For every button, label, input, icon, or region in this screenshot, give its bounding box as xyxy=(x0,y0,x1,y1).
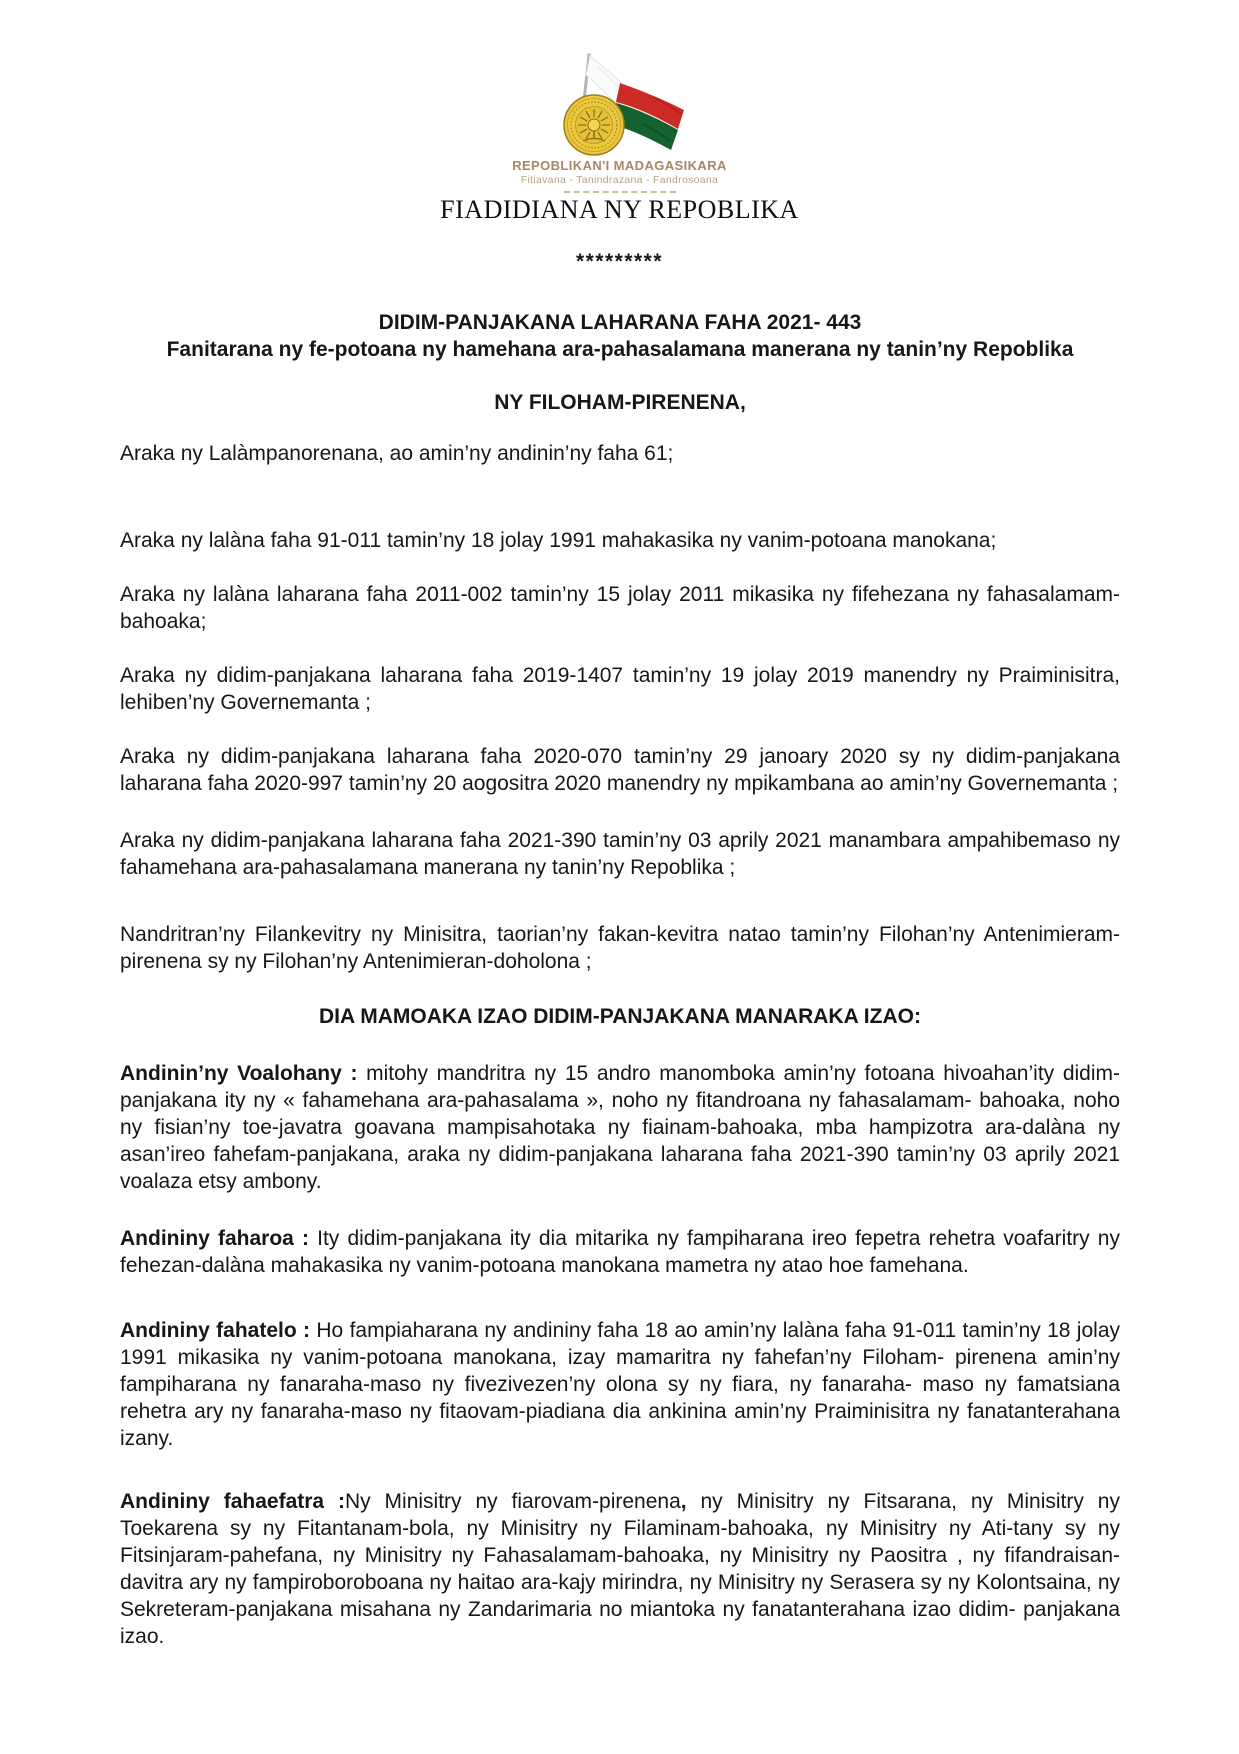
article-paragraph-1 xyxy=(120,1060,1120,1195)
article-1-body: mitohy mandritra ny 15 andro manomboka amin’ny fotoana hivoahan’ity didim- panjakana ity ny « fahamehana ara-pahasalama », noho ny fitandroana ny fahasalamam- bahoaka, noho ny fisian’ny toe-javatra goavana mampisahotaka ny fiainam-bahoaka, mba hampizotra ara-dalàna ny asan’ireo fahefam-panjakana, araka ny didim-panjakana laharana faha 2021-390 tamin’ny 03 aprily 2021 voalaza etsy ambony. xyxy=(120,1062,1120,1193)
article-1-label: Andinin’ny Voalohany : xyxy=(120,1062,358,1085)
decree-number-heading: DIDIM-PANJAKANA LAHARANA FAHA 2021- 443 xyxy=(378,311,862,334)
article-4-label: Andininy fahaefatra : xyxy=(120,1490,345,1513)
preamble-paragraph-4: Araka ny didim-panjakana laharana faha 2019-1407 tamin’ny 19 jolay 2019 manendry ny Praiminisitra, lehiben’ny Governemanta ; xyxy=(120,664,1120,714)
presidential-seal-icon xyxy=(564,95,624,155)
preamble-paragraph-7: Nandritran’ny Filankevitry ny Minisitra, taorian’ny fakan-kevitra natao tamin’ny Filohan’ny Antenimieram- pirenena sy ny Filohan’ny Antenimieran-doholona ; xyxy=(120,923,1120,973)
article-paragraph-3 xyxy=(120,1317,1120,1452)
preamble-paragraph-3: Araka ny lalàna laharana faha 2011-002 tamin’ny 15 jolay 2011 mikasika ny fifehezana ny fahasalamam- bahoaka; xyxy=(120,583,1120,633)
article-4-bold-comma: , xyxy=(680,1490,687,1513)
enacting-clause: DIA MAMOAKA IZAO DIDIM-PANJAKANA MANARAKA IZAO: xyxy=(319,1005,921,1028)
preamble-paragraph-5: Araka ny didim-panjakana laharana faha 2020-070 tamin’ny 29 janoary 2020 sy ny didim-panjakana laharana faha 2020-997 tamin’ny 20 aogositra 2020 manendry ny mpikambana ao amin’ny Governemanta ; xyxy=(120,745,1120,795)
preamble-paragraph-2: Araka ny lalàna faha 91-011 tamin’ny 18 jolay 1991 mahakasika ny vanim-potoana manokana; xyxy=(120,529,997,552)
article-3-label: Andininy fahatelo : xyxy=(120,1319,311,1342)
article-paragraph-2 xyxy=(120,1225,1120,1279)
issuer-heading: NY FILOHAM-PIRENENA, xyxy=(494,391,746,414)
madagascar-flag-and-seal-icon xyxy=(535,52,705,157)
article-3-body: Ho fampiaharana ny andininy faha 18 ao amin’ny lalàna faha 91-011 tamin’ny 18 jolay 1991 mikasika ny vanim-potoana manokana, izay mamaritra ny fahefan’ny Filoham- pirenena amin’ny fampiharana ny fanaraha-maso ny fivezivezen’ny olona sy ny fiara, ny fanaraha- maso ny famatsiana rehetra ary ny fanaraha-maso ny fitaovam-piadiana dia ankinina amin’ny Praiminisitra ny fanatanterahana izany. xyxy=(120,1319,1120,1450)
article-2-label: Andininy faharoa : xyxy=(120,1227,309,1250)
preamble-paragraph-6: Araka ny didim-panjakana laharana faha 2021-390 tamin’ny 03 aprily 2021 manambara ampahibemaso ny fahamehana ara-pahasalamana manerana ny tanin’ny Repoblika ; xyxy=(120,829,1120,879)
office-title: FIADIDIANA NY REPOBLIKA xyxy=(440,195,799,224)
article-paragraph-4 xyxy=(120,1488,1120,1650)
org-name: REPOBLIKAN'I MADAGASIKARA xyxy=(512,158,727,173)
decree-subject-heading: Fanitarana ny fe-potoana ny hamehana ara-pahasalamana manerana ny tanin’ny Repoblika xyxy=(166,338,1074,361)
article-2-body: Ity didim-panjakana ity dia mitarika ny fampiharana ireo fepetra rehetra voafaritry ny fehezan-dalàna mahakasika ny vanim-potoana manokana mametra ny atao hoe famehana. xyxy=(120,1227,1120,1277)
article-4-body-part-2: ny Minisitry ny Fitsarana, ny Minisitry ny Toekarena sy ny Fitantanam-bola, ny Minisitry ny Filaminam-bahoaka, ny Minisitry ny Ati-tany sy ny Fitsinjaram-pahefana, ny Minisitry ny Fahasalamam-bahoaka, ny Minisitry ny Paositra , ny fifandraisan- davitra ary ny fampiroboroboana ny haitao ara-kajy mirindra, ny Minisitry ny Serasera sy ny Kolontsaina, ny Sekreteram-panjakana misahana ny Zandarimaria no miantoka ny fanatanterahana izao didim- panjakana izao. xyxy=(120,1490,1120,1648)
article-4-body-part-1: Ny Minisitry ny fiarovam-pirenena xyxy=(344,1490,681,1513)
preamble-paragraph-1: Araka ny Lalàmpanorenana, ao amin’ny andinin’ny faha 61; xyxy=(120,442,674,465)
org-rule-divider xyxy=(564,191,676,193)
org-motto: Fitiavana - Tanindrazana - Fandrosoana xyxy=(520,174,719,186)
national-emblem-block xyxy=(0,0,1239,225)
separator-asterisks: ********* xyxy=(575,250,664,273)
